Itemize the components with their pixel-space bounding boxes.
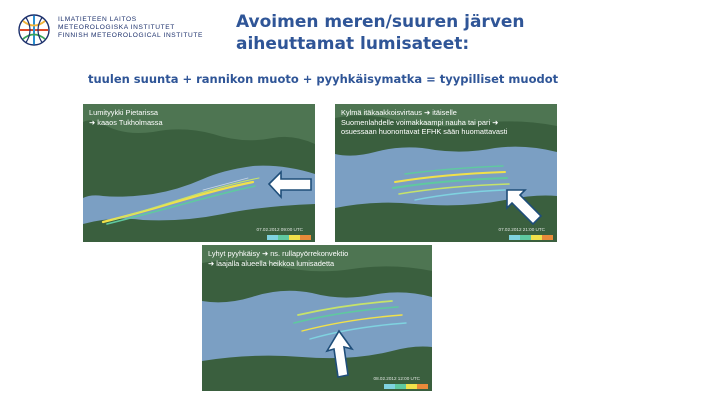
globe-icon	[18, 14, 50, 46]
radar-image-1	[83, 104, 315, 242]
caption-line: Kylmä itäkaakkoisvirtaus ➜ itäiselle	[341, 108, 457, 117]
fmi-logo	[18, 14, 228, 48]
title-line: aiheuttamat lumisateet:	[236, 34, 470, 54]
timestamp: 07.02.2012 21:00 UTC	[498, 227, 545, 232]
panel-caption	[89, 108, 163, 127]
panel-caption	[341, 108, 507, 137]
caption-line: ➜ laajalla alueella heikkoa lumisadetta	[208, 258, 335, 268]
logo-line: METEOROLOGISKA INSTITUTET	[58, 24, 175, 31]
slide-title	[236, 11, 566, 55]
caption-line: osuessaan huonontavat EFHK sään huomattavasti	[341, 127, 508, 137]
caption-line: Suomenlahdelle voimakkaampi nauha tai pari ➜	[341, 117, 499, 127]
slide-subtitle: tuulen suunta + rannikon muoto + pyyhkäisymatka = tyypilliset muodot	[88, 72, 559, 86]
timestamp: 08.02.2012 12:00 UTC	[373, 376, 420, 381]
radar-legend	[509, 235, 553, 240]
logo-line: FINNISH METEOROLOGICAL INSTITUTE	[58, 32, 203, 39]
caption-line: Lumityykki Pietarissa	[89, 108, 158, 117]
caption-line: Lyhyt pyyhkäisy ➜ ns. rullapyörrekonvektio	[208, 249, 349, 258]
radar-image-2	[335, 104, 557, 242]
logo-text	[58, 16, 203, 40]
logo-line: ILMATIETEEN LAITOS	[58, 16, 137, 23]
radar-image-3	[202, 245, 432, 391]
title-line: Avoimen meren/suuren järven	[236, 12, 525, 32]
radar-legend	[267, 235, 311, 240]
radar-legend	[384, 384, 428, 389]
caption-line: ➜ kaaos Tukholmassa	[89, 117, 163, 127]
timestamp: 07.02.2012 09:00 UTC	[256, 227, 303, 232]
panel-caption	[208, 249, 348, 268]
